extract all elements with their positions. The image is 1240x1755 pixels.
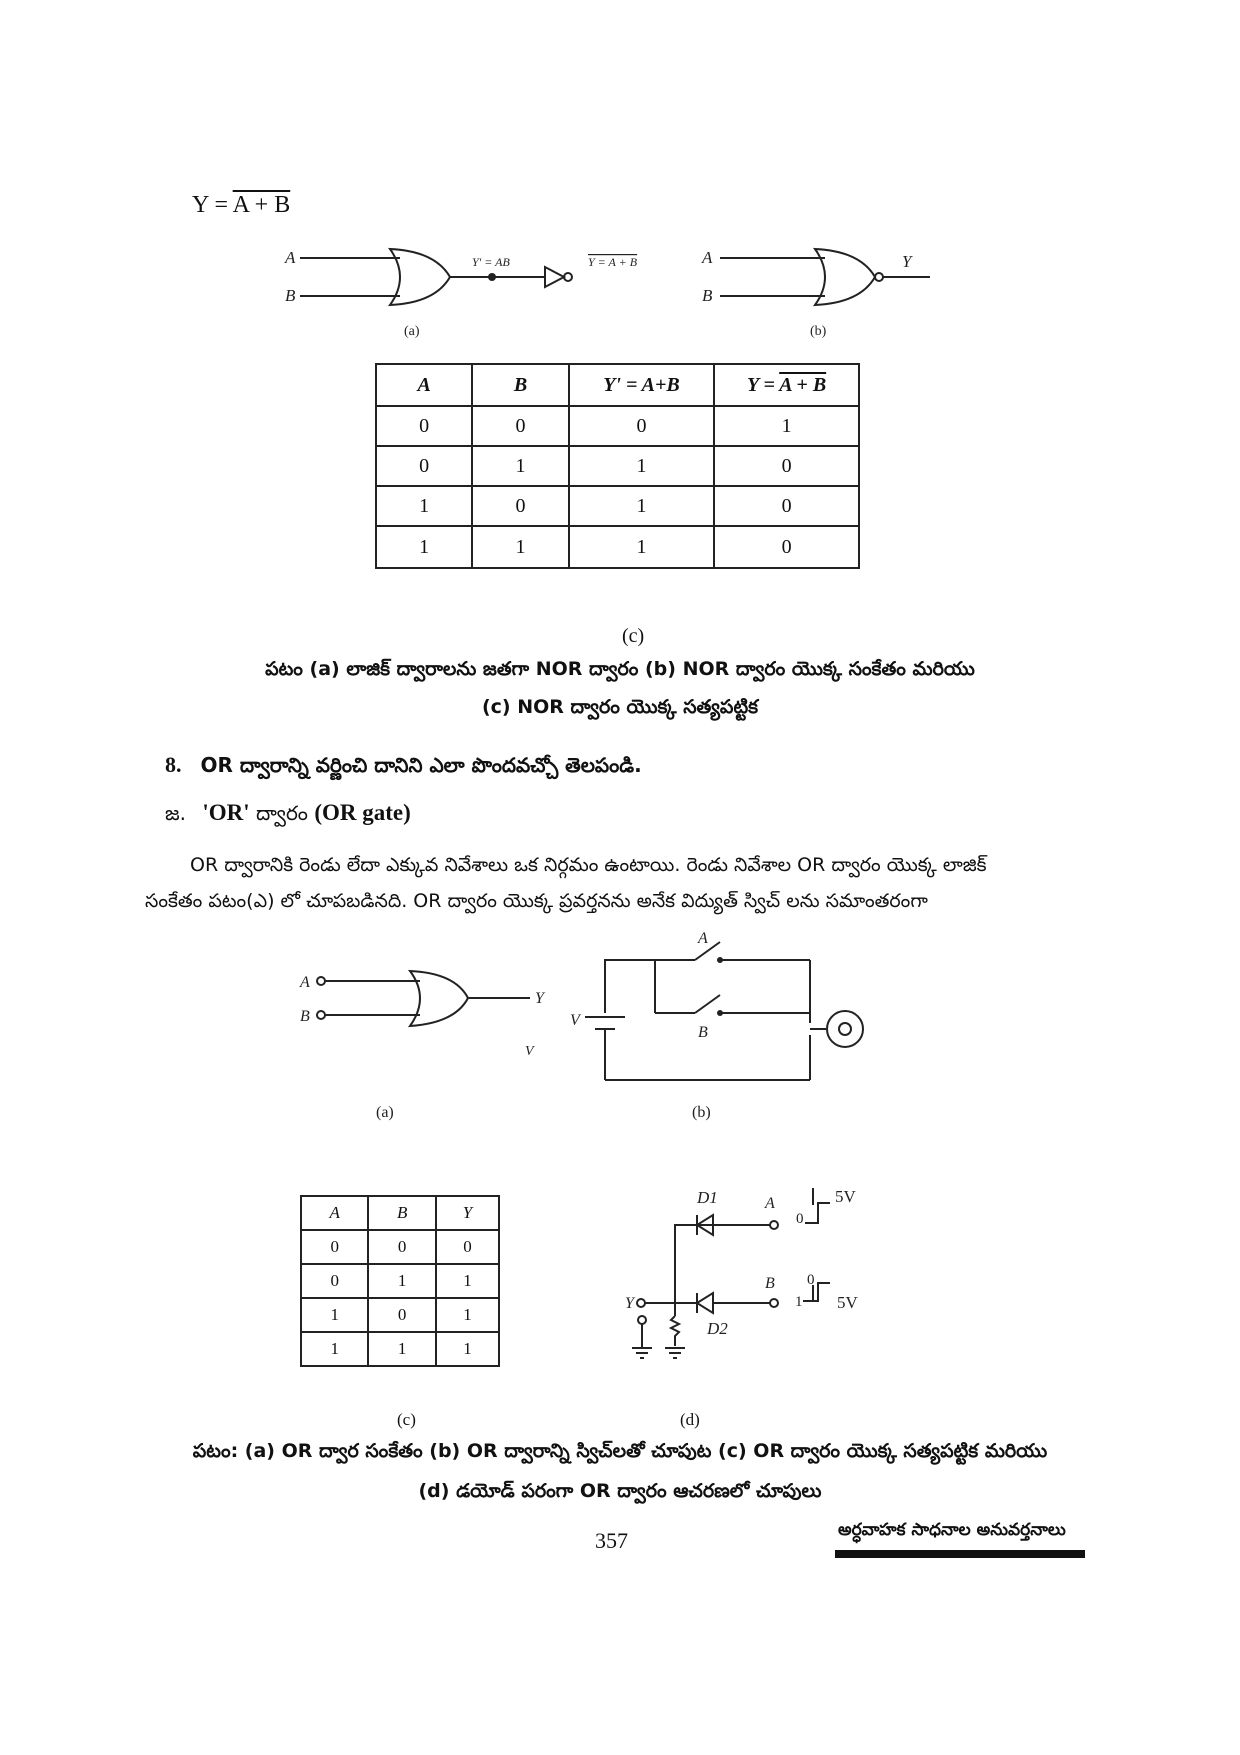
table-row: 1 1 1 0 [376, 526, 859, 568]
nor-sub-a: (a) [404, 324, 420, 339]
nor-label-yinv: Y = A + B [588, 255, 638, 269]
page-number: 357 [595, 1528, 628, 1553]
or-label-a: A [300, 974, 310, 991]
question [165, 752, 642, 782]
pulse-a-5v: 5V [835, 1187, 856, 1206]
or-sub-a: (a) [376, 1104, 394, 1121]
nor-b-label-a: A [702, 248, 713, 267]
or-gate-symbol [410, 971, 468, 1026]
footer-rule [835, 1550, 1085, 1558]
question-number: 8. [165, 752, 182, 777]
or-sub-c: (c) [397, 1410, 416, 1429]
pulse-b-zero: 0 [807, 1272, 815, 1288]
question-text: OR ద్వారాన్ని వర్ణించి దానిని ఎలా పొందవచ్చో తెలపండి. [200, 753, 642, 777]
answer-mid: ద్వారం [249, 801, 315, 825]
diode-or-circuit [615, 1168, 875, 1368]
not-gate-symbol [545, 267, 564, 287]
diode-label-a: A [765, 1195, 775, 1212]
diode-label-d2: D2 [707, 1319, 728, 1338]
nor-label-a: A [285, 248, 296, 267]
table-header: B [368, 1196, 435, 1230]
or-gate-diagrams [290, 925, 880, 1130]
running-title: అర్ధవాహక సాధనాల అనువర్తనాలు [838, 1520, 1066, 1540]
nor-b-label-b: B [702, 286, 713, 305]
paragraph-line1: OR ద్వారానికి రెండు లేదా ఎక్కువ నివేశాలు ఒక నిర్గమం ఉంటాయి. రెండు నివేశాల OR ద్వారం యొక్క లాజిక్ [190, 854, 987, 876]
answer-prefix: జ. [165, 801, 186, 825]
pulse-b-one: 1 [795, 1294, 803, 1310]
equation-rhs: A + B [232, 192, 291, 218]
table-header: A [301, 1196, 368, 1230]
table-row: 0 1 1 [301, 1264, 499, 1298]
nor-label-b: B [285, 286, 296, 305]
pulse-b-5v: 5V [837, 1293, 858, 1312]
or-label-v: V [570, 1012, 580, 1029]
answer-heading [165, 800, 411, 830]
or-sub-d: (d) [680, 1410, 700, 1429]
bulb-icon [827, 1011, 863, 1047]
or-caption-line2: (d) డయోడ్ పరంగా OR ద్వారం ఆచరణలో చూపులు [418, 1480, 822, 1502]
nor-sub-c: (c) [622, 625, 645, 647]
nor-gate-diagrams [270, 235, 950, 345]
table-row: 0 0 0 1 [376, 406, 859, 446]
nor-caption-line1: పటం (a) లాజిక్ ద్వారాలను జతగా NOR ద్వారం (b) NOR ద్వారం యొక్క సంకేతం మరియు [265, 658, 975, 680]
equation-lhs: Y = [192, 192, 233, 218]
table-row: 0 1 1 0 [376, 446, 859, 486]
nor-truth-table [375, 363, 860, 569]
nor-label-yprime: Y' = AB [472, 255, 510, 269]
table-header: Y' = A+B [569, 364, 715, 406]
table-row: 0 0 0 [301, 1230, 499, 1264]
or-caption-line1: పటం: (a) OR ద్వార సంకేతం (b) OR ద్వారాన్ని స్విచ్‌లతో చూపుట (c) OR ద్వారం యొక్క సత్యపట్టిక మరియు [192, 1440, 1048, 1462]
table-header: Y [436, 1196, 499, 1230]
table-row: 1 0 1 0 [376, 486, 859, 526]
nor-b-label-y: Y [902, 252, 912, 271]
table-row: 1 0 1 [301, 1298, 499, 1332]
diode-label-b: B [765, 1275, 775, 1292]
switch-label-b: B [698, 1024, 708, 1041]
diode-label-y: Y [625, 1295, 634, 1312]
table-row: 1 1 1 [301, 1332, 499, 1366]
paragraph-line2: సంకేతం పటం(ఎ) లో చూపబడినది. OR ద్వారం యొక్క ప్రవర్తనను అనేక విద్యుత్ స్విచ్ లను సమాంతరంగా [145, 890, 928, 912]
pulse-a-zero: 0 [796, 1211, 804, 1227]
table-header-overbar: Y = A + B [714, 364, 859, 406]
equation [192, 192, 290, 219]
or-label-v-faint: V [525, 1044, 534, 1059]
table-header: A [376, 364, 472, 406]
answer-quoted: 'OR' [202, 800, 250, 825]
or-label-b: B [300, 1008, 310, 1025]
or-sub-b: (b) [692, 1104, 711, 1121]
switch-label-a: A [698, 930, 708, 947]
answer-paren: (OR gate) [314, 800, 411, 825]
diode-d2-symbol [697, 1293, 713, 1313]
or-truth-table [300, 1195, 500, 1367]
nor-caption-line2: (c) NOR ద్వారం యొక్క సత్యపట్టిక [481, 696, 759, 718]
diode-label-d1: D1 [697, 1188, 718, 1207]
nor-sub-b: (b) [810, 324, 827, 339]
or-label-y: Y [535, 990, 544, 1007]
table-header: B [472, 364, 568, 406]
